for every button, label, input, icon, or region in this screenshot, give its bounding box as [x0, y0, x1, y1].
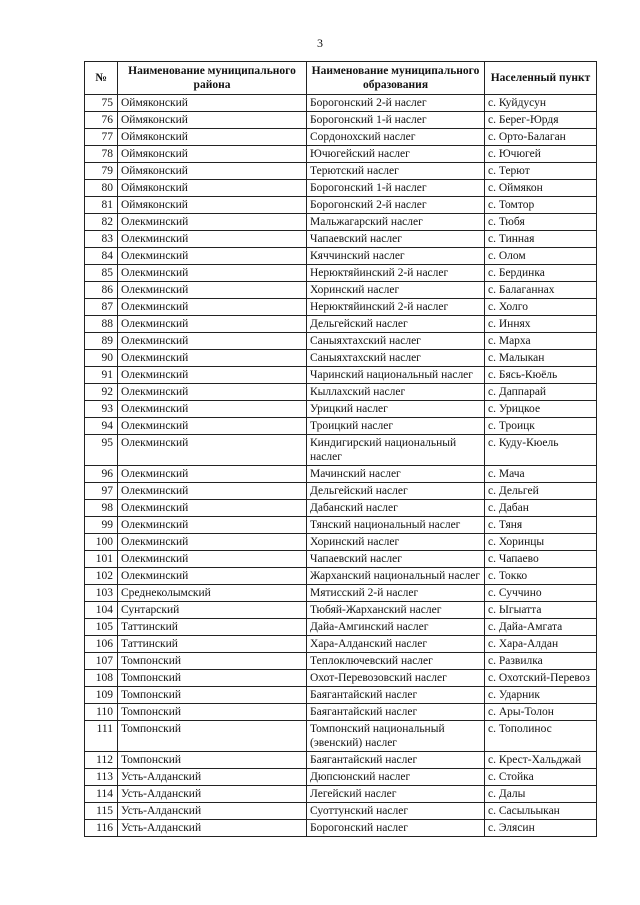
table-row: [85, 333, 597, 350]
table-row: [85, 653, 597, 670]
cell-district: Олекминский: [118, 384, 307, 401]
cell-settlement: с. Тяня: [485, 517, 597, 534]
cell-district: Олекминский: [118, 367, 307, 384]
table-row: [85, 585, 597, 602]
cell-district: Олекминский: [118, 568, 307, 585]
cell-num: 82: [85, 214, 118, 231]
cell-district: Томпонский: [118, 687, 307, 704]
cell-settlement: с. Марха: [485, 333, 597, 350]
table-row: [85, 687, 597, 704]
cell-district: Томпонский: [118, 721, 307, 752]
cell-num: 90: [85, 350, 118, 367]
cell-district: Олекминский: [118, 282, 307, 299]
cell-district: Усть-Алданский: [118, 769, 307, 786]
cell-district: Олекминский: [118, 435, 307, 466]
table-header-row: [85, 62, 597, 95]
cell-district: Оймяконский: [118, 129, 307, 146]
cell-district: Томпонский: [118, 704, 307, 721]
cell-district: Олекминский: [118, 483, 307, 500]
cell-num: 92: [85, 384, 118, 401]
cell-num: 83: [85, 231, 118, 248]
table-row: [85, 299, 597, 316]
cell-num: 107: [85, 653, 118, 670]
cell-municipality: Тюбяй-Жарханский наслег: [307, 602, 485, 619]
cell-municipality: Сордонохский наслег: [307, 129, 485, 146]
cell-municipality: Баягантайский наслег: [307, 704, 485, 721]
cell-district: Олекминский: [118, 551, 307, 568]
cell-settlement: с. Хара-Алдан: [485, 636, 597, 653]
cell-num: 100: [85, 534, 118, 551]
cell-num: 85: [85, 265, 118, 282]
cell-settlement: с. Крест-Хальджай: [485, 752, 597, 769]
cell-settlement: с. Развилка: [485, 653, 597, 670]
table-body: [85, 95, 597, 837]
cell-municipality: Кяччинский наслег: [307, 248, 485, 265]
cell-settlement: с. Ары-Толон: [485, 704, 597, 721]
cell-num: 102: [85, 568, 118, 585]
cell-num: 105: [85, 619, 118, 636]
cell-num: 94: [85, 418, 118, 435]
table-row: [85, 95, 597, 112]
cell-municipality: Борогонский 1-й наслег: [307, 112, 485, 129]
table-row: [85, 619, 597, 636]
cell-municipality: Борогонский 2-й наслег: [307, 197, 485, 214]
cell-num: 106: [85, 636, 118, 653]
cell-municipality: Саныяхтахский наслег: [307, 350, 485, 367]
cell-municipality: Дайа-Амгинский наслег: [307, 619, 485, 636]
cell-num: 99: [85, 517, 118, 534]
cell-num: 88: [85, 316, 118, 333]
cell-num: 95: [85, 435, 118, 466]
cell-settlement: с. Элясин: [485, 820, 597, 837]
cell-district: Томпонский: [118, 670, 307, 687]
table-row: [85, 483, 597, 500]
cell-municipality: Дельгейский наслег: [307, 483, 485, 500]
table-row: [85, 670, 597, 687]
cell-district: Оймяконский: [118, 112, 307, 129]
cell-district: Олекминский: [118, 214, 307, 231]
table-row: [85, 704, 597, 721]
table-row: [85, 112, 597, 129]
table-row: [85, 282, 597, 299]
table-row: [85, 769, 597, 786]
cell-num: 110: [85, 704, 118, 721]
cell-settlement: с. Дайа-Амгата: [485, 619, 597, 636]
cell-num: 104: [85, 602, 118, 619]
cell-num: 78: [85, 146, 118, 163]
cell-municipality: Мачинский наслег: [307, 466, 485, 483]
cell-district: Олекминский: [118, 350, 307, 367]
cell-district: Олекминский: [118, 248, 307, 265]
cell-municipality: Нерюктяйинский 2-й наслег: [307, 265, 485, 282]
cell-settlement: с. Стойка: [485, 769, 597, 786]
table-row: [85, 721, 597, 752]
cell-settlement: с. Берег-Юрдя: [485, 112, 597, 129]
table-row: [85, 551, 597, 568]
cell-district: Олекминский: [118, 466, 307, 483]
settlements-table: [84, 61, 597, 837]
cell-settlement: с. Бясь-Кюёль: [485, 367, 597, 384]
table-row: [85, 568, 597, 585]
page-number: 3: [317, 36, 323, 50]
cell-municipality: Борогонский наслег: [307, 820, 485, 837]
cell-num: 112: [85, 752, 118, 769]
cell-settlement: с. Оймякон: [485, 180, 597, 197]
cell-settlement: с. Мача: [485, 466, 597, 483]
cell-municipality: Саныяхтахский наслег: [307, 333, 485, 350]
cell-num: 79: [85, 163, 118, 180]
cell-municipality: Кыллахский наслег: [307, 384, 485, 401]
cell-num: 77: [85, 129, 118, 146]
cell-municipality: Дюпсюнский наслег: [307, 769, 485, 786]
cell-district: Олекминский: [118, 265, 307, 282]
cell-settlement: с. Бердинка: [485, 265, 597, 282]
cell-municipality: Хоринский наслег: [307, 282, 485, 299]
table-row: [85, 146, 597, 163]
table-row: [85, 534, 597, 551]
cell-municipality: Суоттунский наслег: [307, 803, 485, 820]
cell-settlement: с. Олом: [485, 248, 597, 265]
header-district: Наименование муниципального района: [118, 62, 307, 95]
table-row: [85, 180, 597, 197]
cell-settlement: с. Холго: [485, 299, 597, 316]
cell-district: Усть-Алданский: [118, 786, 307, 803]
table-row: [85, 214, 597, 231]
table-row: [85, 231, 597, 248]
cell-district: Оймяконский: [118, 180, 307, 197]
cell-municipality: Чапаевский наслег: [307, 231, 485, 248]
cell-district: Усть-Алданский: [118, 820, 307, 837]
cell-district: Олекминский: [118, 500, 307, 517]
cell-settlement: с. Суччино: [485, 585, 597, 602]
table-row: [85, 265, 597, 282]
cell-municipality: Мятисский 2-й наслег: [307, 585, 485, 602]
table-row: [85, 350, 597, 367]
cell-num: 76: [85, 112, 118, 129]
header-settlement: Населенный пункт: [485, 62, 597, 95]
table-row: [85, 197, 597, 214]
cell-municipality: Охот-Перевозовский наслег: [307, 670, 485, 687]
cell-municipality: Дельгейский наслег: [307, 316, 485, 333]
cell-num: 115: [85, 803, 118, 820]
cell-settlement: с. Балаганнах: [485, 282, 597, 299]
table-row: [85, 636, 597, 653]
cell-settlement: с. Куду-Кюель: [485, 435, 597, 466]
cell-district: Оймяконский: [118, 163, 307, 180]
cell-municipality: Дабанский наслег: [307, 500, 485, 517]
table-row: [85, 820, 597, 837]
table-row: [85, 517, 597, 534]
cell-settlement: с. Хоринцы: [485, 534, 597, 551]
cell-settlement: с. Тополинос: [485, 721, 597, 752]
cell-municipality: Хара-Алданский наслег: [307, 636, 485, 653]
cell-district: Оймяконский: [118, 197, 307, 214]
table-row: [85, 418, 597, 435]
cell-settlement: с. Троицк: [485, 418, 597, 435]
table-row: [85, 367, 597, 384]
cell-municipality: Хоринский наслег: [307, 534, 485, 551]
cell-num: 114: [85, 786, 118, 803]
cell-num: 80: [85, 180, 118, 197]
cell-num: 101: [85, 551, 118, 568]
cell-municipality: Мальжагарский наслег: [307, 214, 485, 231]
cell-settlement: с. Сасыльыкан: [485, 803, 597, 820]
table-row: [85, 435, 597, 466]
cell-num: 75: [85, 95, 118, 112]
cell-district: Усть-Алданский: [118, 803, 307, 820]
table-row: [85, 129, 597, 146]
cell-num: 84: [85, 248, 118, 265]
cell-municipality: Баягантайский наслег: [307, 687, 485, 704]
cell-municipality: Чаринский национальный наслег: [307, 367, 485, 384]
cell-municipality: Троицкий наслег: [307, 418, 485, 435]
cell-settlement: с. Дельгей: [485, 483, 597, 500]
cell-settlement: с. Тюбя: [485, 214, 597, 231]
cell-settlement: с. Далы: [485, 786, 597, 803]
cell-municipality: Киндигирский национальный наслег: [307, 435, 485, 466]
cell-settlement: с. Ударник: [485, 687, 597, 704]
cell-num: 113: [85, 769, 118, 786]
cell-district: Олекминский: [118, 517, 307, 534]
cell-num: 87: [85, 299, 118, 316]
cell-settlement: с. Терют: [485, 163, 597, 180]
cell-municipality: Ючюгейский наслег: [307, 146, 485, 163]
cell-settlement: с. Томтор: [485, 197, 597, 214]
table-row: [85, 401, 597, 418]
cell-district: Олекминский: [118, 299, 307, 316]
table-row: [85, 602, 597, 619]
cell-settlement: с. Охотский-Перевоз: [485, 670, 597, 687]
cell-settlement: с. Тинная: [485, 231, 597, 248]
cell-district: Таттинский: [118, 619, 307, 636]
table-row: [85, 786, 597, 803]
cell-municipality: Легейский наслег: [307, 786, 485, 803]
table-row: [85, 803, 597, 820]
cell-settlement: с. Ыгыатта: [485, 602, 597, 619]
cell-settlement: с. Дабан: [485, 500, 597, 517]
cell-municipality: Чапаевский наслег: [307, 551, 485, 568]
cell-num: 91: [85, 367, 118, 384]
cell-settlement: с. Малыкан: [485, 350, 597, 367]
cell-settlement: с. Орто-Балаган: [485, 129, 597, 146]
cell-municipality: Тянский национальный наслег: [307, 517, 485, 534]
cell-settlement: с. Даппарай: [485, 384, 597, 401]
cell-district: Таттинский: [118, 636, 307, 653]
cell-municipality: Баягантайский наслег: [307, 752, 485, 769]
table-row: [85, 500, 597, 517]
cell-municipality: Борогонский 1-й наслег: [307, 180, 485, 197]
cell-num: 109: [85, 687, 118, 704]
cell-num: 81: [85, 197, 118, 214]
cell-municipality: Теплоключевский наслег: [307, 653, 485, 670]
cell-district: Среднеколымский: [118, 585, 307, 602]
cell-settlement: с. Чапаево: [485, 551, 597, 568]
cell-num: 96: [85, 466, 118, 483]
header-municipality: Наименование муниципального образования: [307, 62, 485, 95]
cell-district: Оймяконский: [118, 95, 307, 112]
cell-district: Сунтарский: [118, 602, 307, 619]
cell-municipality: Урицкий наслег: [307, 401, 485, 418]
cell-num: 89: [85, 333, 118, 350]
cell-num: 103: [85, 585, 118, 602]
cell-settlement: с. Токко: [485, 568, 597, 585]
table-row: [85, 316, 597, 333]
table-row: [85, 752, 597, 769]
cell-num: 97: [85, 483, 118, 500]
cell-municipality: Томпонский национальный (эвенский) наслег: [307, 721, 485, 752]
cell-num: 98: [85, 500, 118, 517]
table-row: [85, 384, 597, 401]
cell-district: Олекминский: [118, 534, 307, 551]
cell-district: Томпонский: [118, 653, 307, 670]
cell-district: Олекминский: [118, 418, 307, 435]
cell-num: 86: [85, 282, 118, 299]
cell-district: Олекминский: [118, 231, 307, 248]
cell-settlement: с. Куйдусун: [485, 95, 597, 112]
cell-district: Олекминский: [118, 316, 307, 333]
cell-settlement: с. Иннях: [485, 316, 597, 333]
table-row: [85, 466, 597, 483]
cell-num: 93: [85, 401, 118, 418]
cell-num: 108: [85, 670, 118, 687]
cell-municipality: Нерюктяйинский 2-й наслег: [307, 299, 485, 316]
cell-district: Томпонский: [118, 752, 307, 769]
cell-district: Оймяконский: [118, 146, 307, 163]
table-row: [85, 248, 597, 265]
cell-num: 111: [85, 721, 118, 752]
cell-settlement: с. Урицкое: [485, 401, 597, 418]
cell-district: Олекминский: [118, 401, 307, 418]
cell-settlement: с. Ючюгей: [485, 146, 597, 163]
cell-municipality: Жарханский национальный наслег: [307, 568, 485, 585]
cell-municipality: Борогонский 2-й наслег: [307, 95, 485, 112]
cell-district: Олекминский: [118, 333, 307, 350]
table-row: [85, 163, 597, 180]
header-num: №: [85, 62, 118, 95]
cell-num: 116: [85, 820, 118, 837]
cell-municipality: Терютский наслег: [307, 163, 485, 180]
